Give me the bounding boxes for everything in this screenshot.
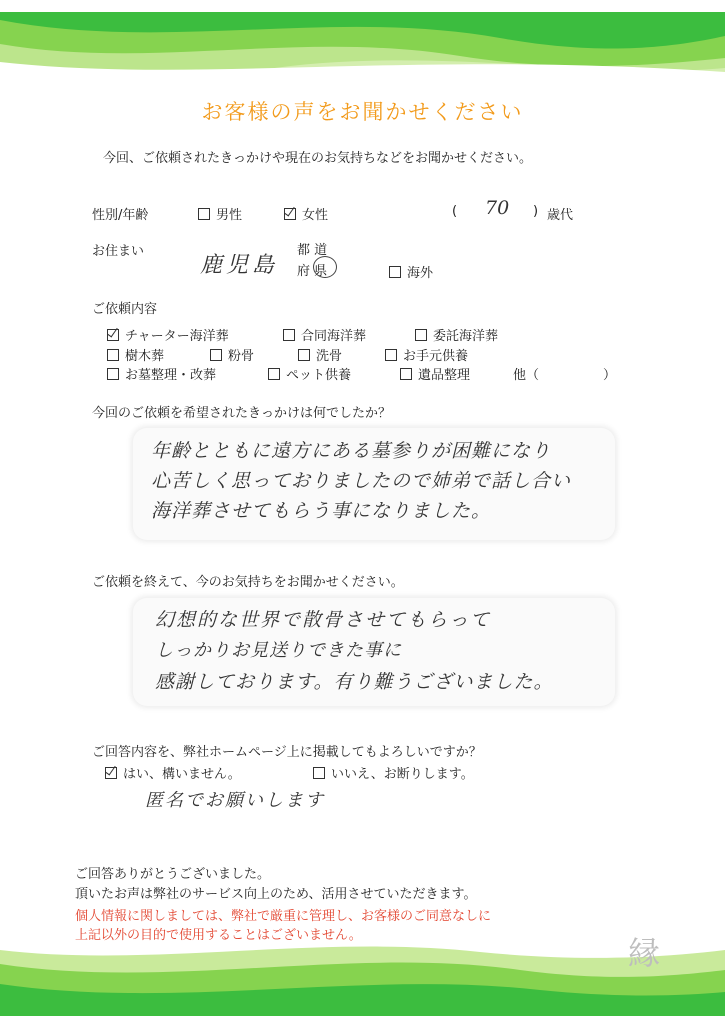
publish-yes-option[interactable] xyxy=(105,763,241,782)
page-title: お客様の声をお聞かせください xyxy=(201,100,524,124)
joint-checkbox[interactable] xyxy=(283,329,295,341)
charter-checkbox[interactable] xyxy=(107,329,119,341)
male-label: 男性 xyxy=(216,208,243,223)
request-label: ご依頼内容 xyxy=(92,302,158,317)
answer-trigger-line-3: 海洋葬させてもらう事になりました。 xyxy=(151,500,492,522)
powdered-bones-label: 粉骨 xyxy=(228,349,255,364)
grave-closure-label: お墓整理・改葬 xyxy=(125,368,217,383)
gender-age-label: 性別/年齢 xyxy=(92,208,149,223)
male-option[interactable] xyxy=(198,204,242,223)
privacy-text-line-1: 個人情報に関しましては、弊社で厳重に管理し、お客様のご同意なしに xyxy=(75,909,492,924)
bone-washing-label: 洗骨 xyxy=(316,349,343,364)
tree-burial-label: 樹木葬 xyxy=(125,349,165,364)
answer-feelings-line-2: しっかりお見送りできた事に xyxy=(155,640,402,661)
pet-memorial-checkbox[interactable] xyxy=(268,368,280,380)
request-option-joint[interactable] xyxy=(283,325,366,344)
publish-no-label: いいえ、お断りします。 xyxy=(331,767,474,782)
prefecture-circle-mark xyxy=(313,256,337,278)
header-wave xyxy=(0,0,725,80)
other-close-paren: ） xyxy=(603,368,617,383)
answer-feelings-line-3: 感謝しております。有り難うございました。 xyxy=(155,671,554,693)
age-open-paren: ( xyxy=(452,204,458,219)
request-option-grave-closure[interactable] xyxy=(107,364,216,383)
request-option-home-memorial[interactable] xyxy=(385,345,468,364)
answer-feelings-box[interactable] xyxy=(133,598,615,706)
consigned-label: 委託海洋葬 xyxy=(433,329,499,344)
pet-memorial-label: ペット供養 xyxy=(286,368,352,383)
female-label: 女性 xyxy=(302,208,329,223)
age-close-paren: ) xyxy=(533,204,539,219)
footer-wave xyxy=(0,930,725,1024)
residence-value[interactable]: 鹿児島 xyxy=(200,253,279,278)
female-checkbox[interactable] xyxy=(284,208,296,220)
usage-text: 頂いたお声は弊社のサービス向上のため、活用させていただきます。 xyxy=(75,887,477,902)
age-value[interactable]: 70 xyxy=(485,197,510,219)
question-feelings: ご依頼を終えて、今のお気持ちをお聞かせください。 xyxy=(92,575,404,590)
prefecture-suffix-bottom: 府 県 xyxy=(297,264,328,279)
joint-label: 合同海洋葬 xyxy=(301,329,367,344)
answer-trigger-line-2: 心苦しく思っておりましたので姉弟で話し合い xyxy=(151,470,572,492)
thanks-text: ご回答ありがとうございました。 xyxy=(75,867,271,882)
grave-closure-checkbox[interactable] xyxy=(107,368,119,380)
charter-label: チャーター海洋葬 xyxy=(125,329,229,344)
request-option-bone-washing[interactable] xyxy=(298,345,342,364)
powdered-bones-checkbox[interactable] xyxy=(210,349,222,361)
overseas-option[interactable] xyxy=(389,262,433,281)
request-option-powdered-bones[interactable] xyxy=(210,345,254,364)
question-trigger: 今回のご依頼を希望されたきっかけは何でしたか？ xyxy=(92,406,392,421)
age-unit: 歳代 xyxy=(547,208,574,223)
question-publish: ご回答内容を、弊社ホームページ上に掲載してもよろしいですか？ xyxy=(92,745,482,760)
privacy-text-line-2: 上記以外の目的で使用することはございません。 xyxy=(75,928,362,943)
consigned-checkbox[interactable] xyxy=(415,329,427,341)
other-label: 他（ xyxy=(513,368,540,383)
publish-yes-checkbox[interactable] xyxy=(105,767,117,779)
intro-text: 今回、ご依頼されたきっかけや現在のお気持ちなどをお聞かせください。 xyxy=(103,151,533,166)
publish-note[interactable]: 匿名でお願いします xyxy=(145,790,325,811)
company-seal-logo: 縁 xyxy=(628,934,661,972)
request-option-pet-memorial[interactable] xyxy=(268,364,351,383)
overseas-checkbox[interactable] xyxy=(389,266,401,278)
tree-burial-checkbox[interactable] xyxy=(107,349,119,361)
request-option-consigned[interactable] xyxy=(415,325,498,344)
request-option-other[interactable] xyxy=(513,364,539,383)
request-option-tree-burial[interactable] xyxy=(107,345,164,364)
publish-no-option[interactable] xyxy=(313,763,474,782)
overseas-label: 海外 xyxy=(407,266,434,281)
answer-trigger-line-1: 年齢とともに遠方にある墓参りが困難になり xyxy=(151,440,552,462)
answer-trigger-box[interactable] xyxy=(133,428,615,540)
request-option-charter[interactable] xyxy=(107,325,229,344)
publish-yes-label: はい、構いません。 xyxy=(123,767,241,782)
request-option-estate-cleanup[interactable] xyxy=(400,364,470,383)
home-memorial-checkbox[interactable] xyxy=(385,349,397,361)
publish-no-checkbox[interactable] xyxy=(313,767,325,779)
male-checkbox[interactable] xyxy=(198,208,210,220)
bone-washing-checkbox[interactable] xyxy=(298,349,310,361)
home-memorial-label: お手元供養 xyxy=(403,349,469,364)
prefecture-suffix-top: 都 道 xyxy=(297,243,328,258)
residence-label: お住まい xyxy=(92,244,145,259)
female-option[interactable] xyxy=(284,204,328,223)
estate-cleanup-checkbox[interactable] xyxy=(400,368,412,380)
answer-feelings-line-1: 幻想的な世界で散骨させてもらって xyxy=(155,609,492,631)
estate-cleanup-label: 遺品整理 xyxy=(418,368,471,383)
